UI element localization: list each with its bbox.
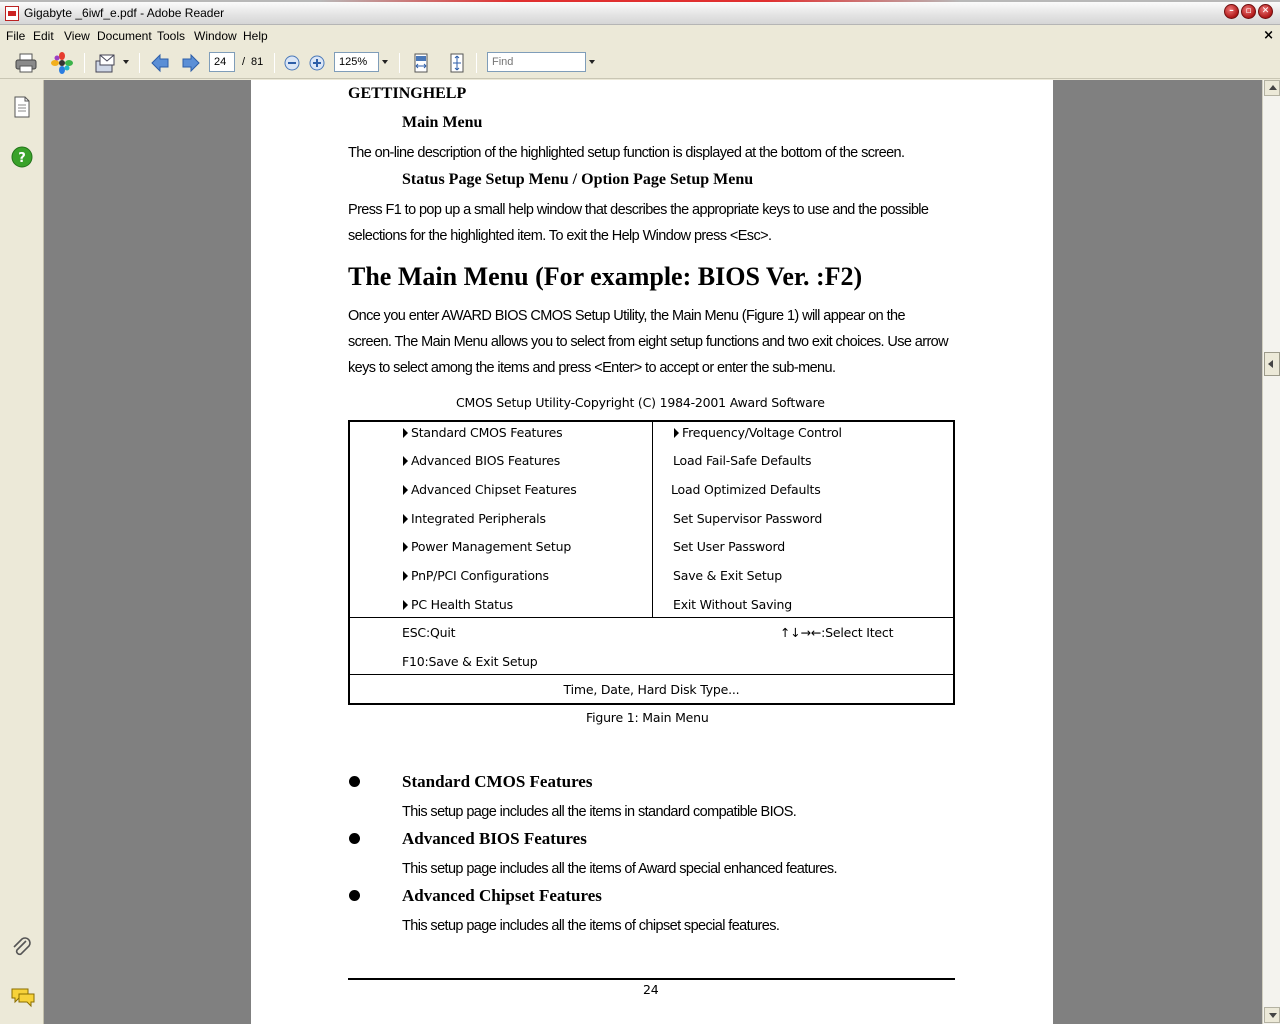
- bullet-icon: [349, 890, 360, 901]
- subheading-status-page: Status Page Setup Menu / Option Page Setup Menu: [402, 171, 754, 188]
- bios-f10-hint: F10:Save & Exit Setup: [402, 654, 538, 669]
- attachments-icon[interactable]: [11, 936, 33, 958]
- triangle-icon: [403, 428, 408, 438]
- paragraph-main-line-3: keys to select among the items and press <Enter> to accept or enter the sub-menu.: [348, 360, 836, 376]
- comments-icon[interactable]: [10, 986, 36, 1008]
- bullet-title: Standard CMOS Features: [402, 772, 593, 791]
- toolbar-separator: [274, 53, 275, 73]
- menu-help[interactable]: Help: [243, 29, 268, 43]
- page-total: 81: [251, 56, 264, 68]
- triangle-icon: [403, 485, 408, 495]
- bios-item-label: Integrated Peripherals: [411, 511, 546, 526]
- triangle-icon: [403, 456, 408, 466]
- title-accent: [0, 0, 1280, 2]
- restore-icon[interactable]: ▫: [1241, 4, 1256, 19]
- triangle-icon: [403, 571, 408, 581]
- navigation-pane: [0, 80, 44, 1024]
- toolbar-separator: [399, 53, 400, 73]
- paragraph-main-menu: The on-line description of the highlighted setup function is displayed at the bottom of the screen.: [348, 145, 905, 161]
- pages-panel-icon[interactable]: [12, 96, 32, 118]
- bios-arrows-hint: ↑↓→←:Select Itect: [780, 625, 894, 640]
- toolbar: [0, 47, 1280, 79]
- bios-item-left: [403, 453, 560, 468]
- toolbar-separator: [139, 53, 140, 73]
- bios-item-left: [403, 597, 513, 612]
- minimize-icon[interactable]: –: [1224, 4, 1239, 19]
- page-separator: /: [242, 56, 246, 68]
- find-input[interactable]: [487, 52, 586, 72]
- menu-document[interactable]: Document: [97, 29, 152, 43]
- bios-item-label: Standard CMOS Features: [411, 425, 563, 440]
- toolbar-separator: [476, 53, 477, 73]
- bios-divider-horizontal: [350, 674, 953, 675]
- zoom-in-icon[interactable]: [307, 52, 327, 74]
- bios-item-right: Exit Without Saving: [673, 597, 792, 612]
- bios-item-label: PC Health Status: [411, 597, 513, 612]
- menu-file[interactable]: File: [6, 29, 26, 43]
- bullet-title: Advanced Chipset Features: [402, 886, 602, 905]
- bullet-description: This setup page includes all the items in standard compatible BIOS.: [402, 804, 797, 820]
- bios-item-label: Advanced Chipset Features: [411, 482, 577, 497]
- paragraph-status-line-2: selections for the highlighted item. To exit the Help Window press <Esc>.: [348, 228, 772, 244]
- triangle-icon: [403, 600, 408, 610]
- bios-item-left: [403, 511, 546, 526]
- previous-page-icon[interactable]: [149, 52, 171, 74]
- zoom-dropdown-arrow[interactable]: [382, 60, 388, 64]
- triangle-icon: [674, 428, 679, 438]
- paragraph-main-line-1: Once you enter AWARD BIOS CMOS Setup Utility, the Main Menu (Figure 1) will appear on the: [348, 308, 905, 324]
- triangle-icon: [403, 514, 408, 524]
- menu-bar: [0, 26, 1280, 46]
- bios-item-left: [403, 568, 549, 583]
- close-document-icon[interactable]: ×: [1263, 28, 1274, 43]
- scroll-down-icon[interactable]: [1264, 1007, 1280, 1023]
- bios-item-label: Advanced BIOS Features: [411, 453, 561, 468]
- paragraph-status-line-1: Press F1 to pop up a small help window that describes the appropriate keys to use and the possible: [348, 202, 929, 218]
- figure-caption: Figure 1: Main Menu: [586, 710, 709, 725]
- page-number: 24: [643, 982, 659, 997]
- toolbar-separator: [84, 53, 85, 73]
- bios-divider-vertical: [652, 422, 653, 617]
- close-icon[interactable]: ✕: [1258, 4, 1273, 19]
- bios-menu-figure: [348, 420, 955, 705]
- bios-esc-hint: ESC:Quit: [402, 625, 456, 640]
- email-dropdown-arrow[interactable]: [123, 60, 129, 64]
- figure-header: CMOS Setup Utility-Copyright (C) 1984-2001 Award Software: [456, 395, 825, 410]
- bullet-description: This setup page includes all the items of chipset special features.: [402, 918, 780, 934]
- bullet-icon: [349, 776, 360, 787]
- document-view[interactable]: [44, 80, 1262, 1024]
- bios-status-line: Time, Date, Hard Disk Type...: [563, 682, 740, 697]
- bios-item-right: [674, 425, 842, 440]
- pdf-file-icon: [5, 6, 19, 21]
- heading-main-menu: The Main Menu (For example: BIOS Ver. :F2): [348, 262, 863, 291]
- page-number-input[interactable]: [209, 52, 235, 72]
- bullet-icon: [349, 833, 360, 844]
- bios-item-left: [403, 482, 577, 497]
- paragraph-main-line-2: screen. The Main Menu allows you to select from eight setup functions and two exit choices. Use arrow: [348, 334, 949, 350]
- menu-window[interactable]: Window: [194, 29, 237, 43]
- bios-item-right: Set User Password: [673, 539, 785, 554]
- print-icon[interactable]: [14, 52, 38, 74]
- bullet-description: This setup page includes all the items of Award special enhanced features.: [402, 861, 837, 877]
- scroll-up-icon[interactable]: [1264, 80, 1280, 96]
- bios-item-left: [403, 539, 571, 554]
- window-title: Gigabyte _6iwf_e.pdf - Adobe Reader: [24, 6, 225, 20]
- bios-item-right: Load Fail-Safe Defaults: [673, 453, 812, 468]
- fit-page-icon[interactable]: [447, 52, 467, 74]
- next-page-icon[interactable]: [180, 52, 202, 74]
- svg-text:?: ?: [18, 151, 26, 166]
- bios-divider-horizontal: [350, 617, 953, 618]
- menu-edit[interactable]: Edit: [33, 29, 54, 43]
- heading-getting-help: GETTINGHELP: [348, 85, 467, 102]
- find-dropdown-arrow[interactable]: [589, 60, 595, 64]
- bullet-title: Advanced BIOS Features: [402, 829, 587, 848]
- subheading-main-menu: Main Menu: [402, 114, 483, 131]
- bios-item-label: Frequency/Voltage Control: [682, 425, 842, 440]
- footer-rule: [348, 978, 955, 980]
- bios-item-right: Set Supervisor Password: [673, 511, 823, 526]
- vertical-scrollbar[interactable]: [1262, 80, 1280, 1024]
- help-icon[interactable]: [11, 146, 33, 168]
- triangle-icon: [403, 542, 408, 552]
- title-bar: [0, 0, 1280, 25]
- zoom-level-input[interactable]: [334, 52, 379, 72]
- bios-item-right: Load Optimized Defaults: [671, 482, 821, 497]
- bios-item-label: PnP/PCI Configurations: [411, 568, 549, 583]
- pdf-page: [251, 80, 1053, 1024]
- bios-item-right: Save & Exit Setup: [673, 568, 783, 583]
- scroll-thumb[interactable]: [1264, 352, 1280, 376]
- bios-item-label: Power Management Setup: [411, 539, 572, 554]
- bios-item-left: [403, 425, 562, 440]
- menu-tools[interactable]: Tools: [157, 29, 186, 43]
- menu-view[interactable]: View: [64, 29, 90, 43]
- organizer-icon[interactable]: [50, 52, 74, 74]
- fit-width-icon[interactable]: [411, 52, 431, 74]
- email-icon[interactable]: [94, 52, 118, 74]
- zoom-out-icon[interactable]: [282, 52, 302, 74]
